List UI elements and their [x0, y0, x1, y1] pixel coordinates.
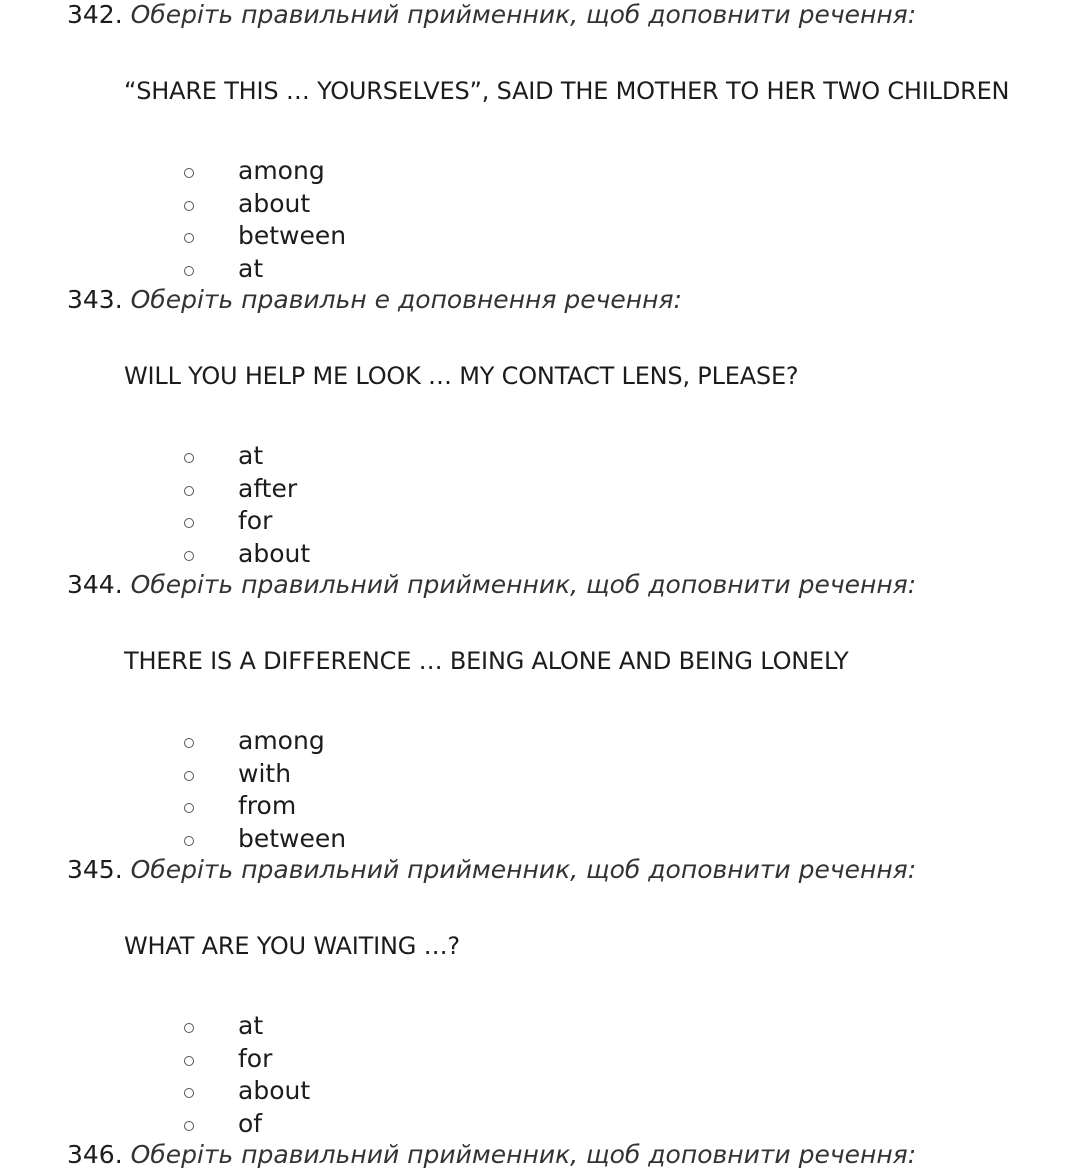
answer-option-label: with: [238, 758, 292, 788]
radio-circle-icon[interactable]: [184, 771, 194, 781]
answer-option[interactable]: [0, 505, 600, 538]
question-sentence: “SHARE THIS … YOURSELVES”, SAID THE MOTHER TO HER TWO CHILDREN: [124, 77, 1010, 105]
answer-option-label: among: [238, 156, 325, 185]
radio-circle-icon[interactable]: [184, 1023, 194, 1033]
question-number: 342.: [67, 0, 123, 29]
question-sentence: WILL YOU HELP ME LOOK … MY CONTACT LENS, PLEASE?: [124, 362, 799, 390]
question-instruction: Оберіть правильний прийменник, щоб доповнити речення:: [130, 1140, 917, 1169]
answer-option[interactable]: [0, 155, 600, 188]
answer-option-label: for: [238, 506, 273, 535]
question-number: 345.: [67, 855, 123, 884]
answer-option[interactable]: [0, 823, 600, 856]
answer-option[interactable]: [0, 253, 600, 286]
radio-circle-icon[interactable]: [184, 836, 194, 846]
question-number: 344.: [67, 570, 123, 599]
answer-option-label: of: [238, 1108, 263, 1138]
answer-option[interactable]: [0, 1075, 600, 1108]
answer-option-label: after: [238, 473, 298, 503]
radio-circle-icon[interactable]: [184, 1088, 194, 1098]
radio-circle-icon[interactable]: [184, 233, 194, 243]
answer-option[interactable]: [0, 790, 600, 823]
radio-circle-icon[interactable]: [184, 1056, 194, 1066]
answer-option[interactable]: [0, 758, 600, 791]
answer-option-label: about: [238, 538, 311, 568]
question-number: 346.: [67, 1140, 123, 1169]
answer-option[interactable]: [0, 538, 600, 571]
answer-options: [0, 1010, 600, 1140]
answer-option[interactable]: [0, 220, 600, 253]
answer-option[interactable]: [0, 1010, 600, 1043]
question-title: [67, 285, 682, 315]
answer-option-label: about: [238, 188, 311, 218]
question-title: [67, 1140, 916, 1170]
answer-option-label: about: [238, 1076, 311, 1105]
answer-options: [0, 725, 600, 855]
radio-circle-icon[interactable]: [184, 266, 194, 276]
radio-circle-icon[interactable]: [184, 518, 194, 528]
answer-option[interactable]: [0, 725, 600, 758]
radio-circle-icon[interactable]: [184, 486, 194, 496]
answer-option-label: for: [238, 1043, 273, 1073]
question-sentence: WHAT ARE YOU WAITING …?: [124, 932, 460, 960]
question-instruction: Оберіть правильний прийменник, щоб доповнити речення:: [130, 855, 917, 884]
question-instruction: Оберіть правильн е доповнення речення:: [130, 285, 682, 314]
answer-option-label: between: [238, 221, 347, 250]
question-title: [67, 855, 916, 885]
answer-option-label: between: [238, 823, 347, 853]
answer-option-label: at: [238, 441, 264, 470]
question-sentence: THERE IS A DIFFERENCE … BEING ALONE AND BEING LONELY: [124, 647, 849, 675]
answer-option-label: from: [238, 791, 297, 820]
radio-circle-icon[interactable]: [184, 738, 194, 748]
question-title: [67, 570, 916, 600]
question-instruction: Оберіть правильний прийменник, щоб доповнити речення:: [130, 0, 917, 29]
answer-options: [0, 155, 600, 285]
answer-option-label: among: [238, 726, 325, 755]
answer-option[interactable]: [0, 1043, 600, 1076]
answer-option[interactable]: [0, 440, 600, 473]
answer-options: [0, 440, 600, 570]
radio-circle-icon[interactable]: [184, 453, 194, 463]
answer-option[interactable]: [0, 188, 600, 221]
answer-option-label: at: [238, 1011, 264, 1040]
question-number: 343.: [67, 285, 123, 314]
radio-circle-icon[interactable]: [184, 201, 194, 211]
radio-circle-icon[interactable]: [184, 803, 194, 813]
radio-circle-icon[interactable]: [184, 551, 194, 561]
radio-circle-icon[interactable]: [184, 1121, 194, 1131]
question-instruction: Оберіть правильний прийменник, щоб доповнити речення:: [130, 570, 917, 599]
question-title: [67, 0, 916, 30]
radio-circle-icon[interactable]: [184, 168, 194, 178]
answer-option[interactable]: [0, 1108, 600, 1141]
answer-option[interactable]: [0, 473, 600, 506]
answer-option-label: at: [238, 253, 264, 283]
